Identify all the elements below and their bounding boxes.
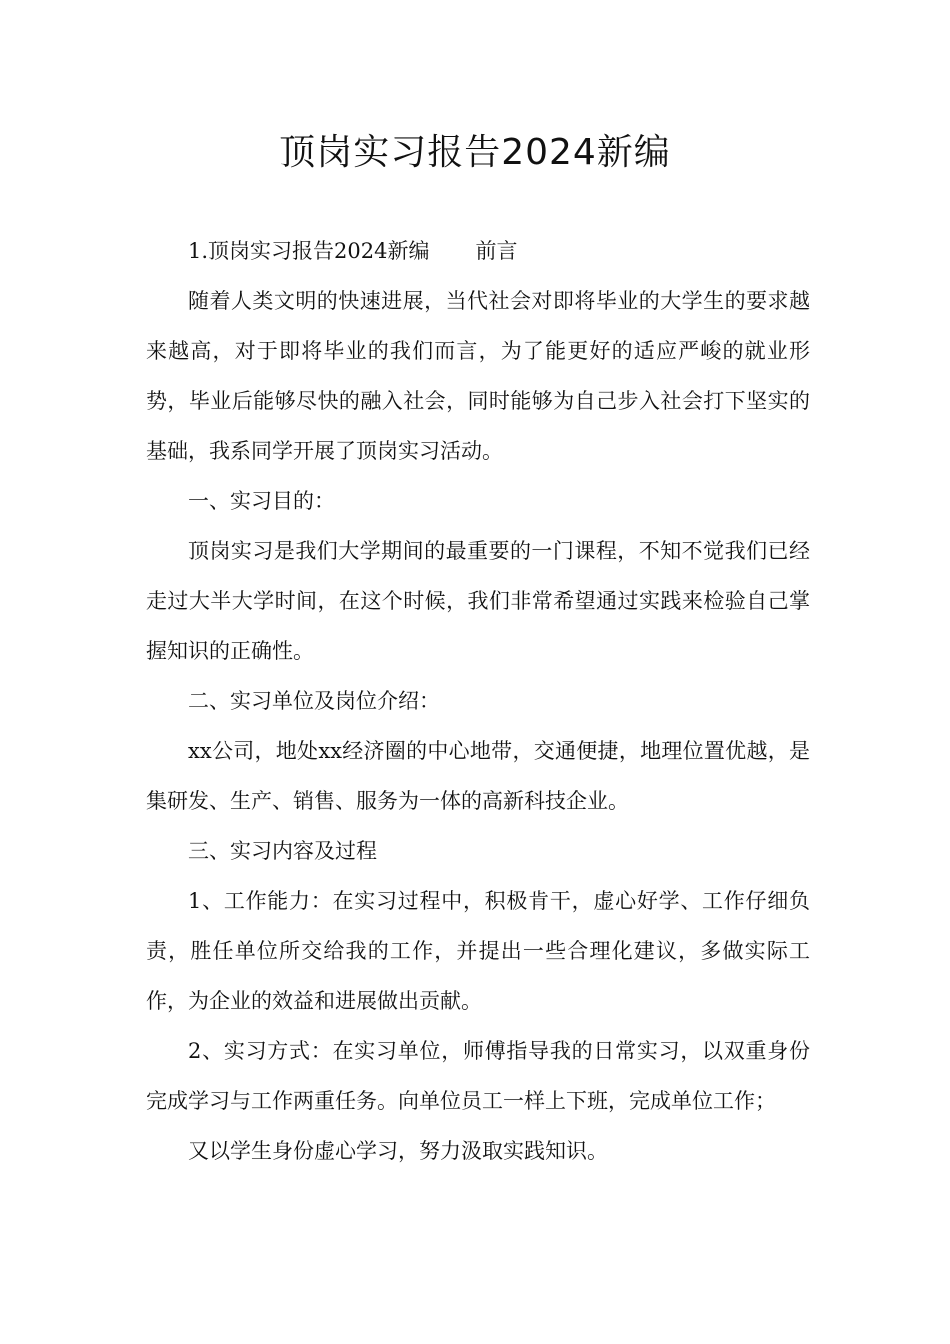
- intro-paragraph: 随着人类文明的快速进展，当代社会对即将毕业的大学生的要求越来越高，对于即将毕业的我们而言，为了能更好的适应严峻的就业形势，毕业后能够尽快的融入社会，同时能够为自己步入社会打下坚实的基础，我系同学开展了顶岗实习活动。: [146, 289, 810, 463]
- document-title: 顶岗实习报告2024新编: [279, 132, 671, 173]
- document-body: [146, 226, 810, 1176]
- section-heading-line: [146, 226, 810, 276]
- purpose-paragraph: 顶岗实习是我们大学期间的最重要的一门课程，不知不觉我们已经走过大半大学时间，在这个时候，我们非常希望通过实践来检验自己掌握知识的正确性。: [146, 539, 810, 663]
- heading-purpose: 一、实习目的：: [188, 489, 335, 513]
- company-paragraph: xx公司，地处xx经济圈的中心地带，交通便捷，地理位置优越，是集研发、生产、销售、服务为一体的高新科技企业。: [146, 739, 810, 813]
- section-heading: 1.顶岗实习报告2024新编: [188, 239, 430, 263]
- student-learning-paragraph: 又以学生身份虚心学习，努力汲取实践知识。: [188, 1139, 608, 1163]
- work-ability-paragraph: 1、工作能力：在实习过程中，积极肯干，虚心好学、工作仔细负责，胜任单位所交给我的工作，并提出一些合理化建议，多做实际工作，为企业的效益和进展做出贡献。: [146, 889, 810, 1013]
- heading-content: 三、实习内容及过程: [188, 839, 377, 863]
- internship-method-paragraph: 2、实习方式：在实习单位，师傅指导我的日常实习，以双重身份完成学习与工作两重任务。向单位员工一样上下班，完成单位工作；: [146, 1039, 810, 1113]
- section-subheading: 前言: [475, 239, 518, 263]
- heading-company: 二、实习单位及岗位介绍：: [188, 689, 440, 713]
